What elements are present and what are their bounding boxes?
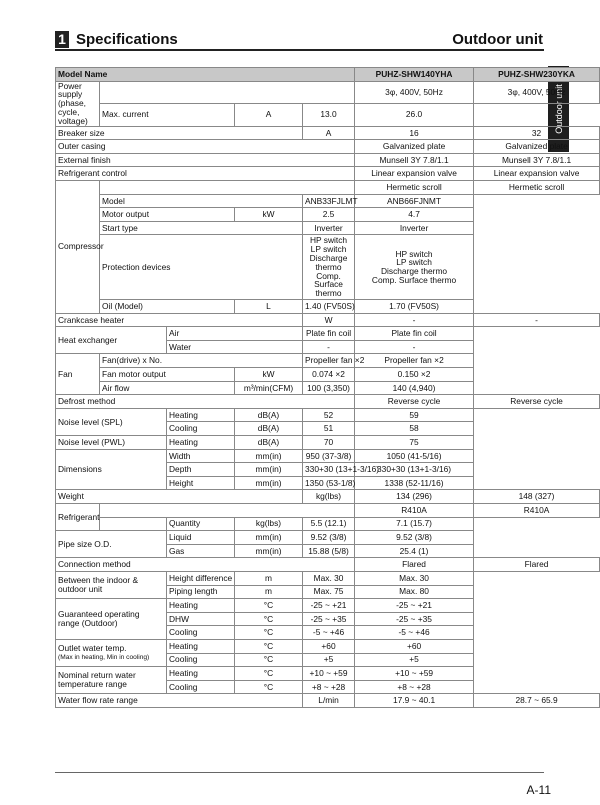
spec-subparam-label: Motor output	[100, 208, 235, 222]
model-1-value: -	[355, 313, 474, 327]
spec-param-label: Noise level (PWL)	[56, 436, 167, 450]
spec-unit: kW	[235, 208, 303, 222]
spec-condition-label: DHW	[167, 612, 235, 626]
spec-condition-label: Liquid	[167, 531, 235, 545]
spec-param-label: Power supply (phase, cycle, voltage)	[56, 81, 100, 126]
model-1-value: Max. 75	[303, 585, 355, 599]
model-1-value: Galvanized plate	[355, 140, 474, 154]
table-row	[56, 667, 600, 681]
model-2-header: PUHZ-SHW230YKA	[474, 68, 600, 82]
model-2-value: Linear expansion valve	[474, 167, 600, 181]
model-1-value: Plate fin coil	[303, 327, 355, 341]
model-name-label: Model Name	[56, 68, 355, 82]
model-1-value: -5 ~ +46	[303, 626, 355, 640]
model-2-value: +5	[355, 653, 474, 667]
spec-unit: L	[235, 300, 303, 314]
spec-condition-label: Cooling	[167, 422, 235, 436]
table-row	[56, 694, 600, 708]
table-row	[56, 449, 600, 463]
model-1-value: 9.52 (3/8)	[303, 531, 355, 545]
model-1-value: 70	[303, 436, 355, 450]
spec-condition-label: Cooling	[167, 626, 235, 640]
model-1-value: Inverter	[303, 221, 355, 235]
spec-param-label: Outer casing	[56, 140, 355, 154]
unit-type-title: Outdoor unit	[452, 31, 543, 48]
model-1-value: 5.5 (12.1)	[303, 517, 355, 531]
model-1-header: PUHZ-SHW140YHA	[355, 68, 474, 82]
table-header-row	[56, 68, 600, 82]
table-row	[56, 354, 600, 368]
model-1-value: 100 (3,350)	[303, 381, 355, 395]
table-row	[56, 395, 600, 409]
spec-unit: dB(A)	[235, 408, 303, 422]
model-2-value: 330+30 (13+1-3/16)	[355, 463, 474, 477]
table-row	[56, 599, 600, 613]
spec-param-label: Guaranteed operating range (Outdoor)	[56, 599, 167, 640]
model-2-value: 1.70 (FV50S)	[355, 300, 474, 314]
model-2-value: -	[474, 313, 600, 327]
model-1-value: Reverse cycle	[355, 395, 474, 409]
table-row	[56, 194, 600, 208]
model-2-value: 140 (4,940)	[355, 381, 474, 395]
spec-condition-label: Height difference	[167, 571, 235, 585]
side-tab-label: Outdoor unit	[553, 84, 564, 134]
table-row	[56, 167, 600, 181]
table-row	[56, 153, 600, 167]
spec-param-note: (Max in heating, Min in cooling)	[58, 654, 150, 662]
spec-param-label: Crankcase heater	[56, 313, 303, 327]
table-row	[56, 368, 600, 382]
model-2-value: Inverter	[355, 221, 474, 235]
spec-condition-label: Width	[167, 449, 235, 463]
model-1-value: -	[303, 340, 355, 354]
spec-param-label	[56, 639, 167, 666]
model-2-value: 0.150 ×2	[355, 368, 474, 382]
spec-param-label: Water flow rate range	[56, 694, 303, 708]
spec-param-label: Heat exchanger	[56, 327, 167, 354]
model-1-value: Propeller fan ×2	[303, 354, 355, 368]
spec-param-label: Weight	[56, 490, 303, 504]
spec-param-label: Noise level (SPL)	[56, 408, 167, 435]
model-2-value: 59	[355, 408, 474, 422]
spec-unit: °C	[235, 680, 303, 694]
model-1-value: Munsell 3Y 7.8/1.1	[355, 153, 474, 167]
spec-condition-label: Height	[167, 476, 235, 490]
model-1-value: 16	[355, 126, 474, 140]
model-2-value: HP switch LP switch Discharge thermo Comp. Surface thermo	[355, 235, 474, 300]
table-row	[56, 436, 600, 450]
spec-condition-label: Heating	[167, 667, 235, 681]
spacer-cell	[100, 181, 355, 195]
model-1-value: 330+30 (13+1-3/16)	[303, 463, 355, 477]
model-1-value: Flared	[355, 558, 474, 572]
model-2-value: 7.1 (15.7)	[355, 517, 474, 531]
section-number: 1	[55, 31, 69, 48]
model-1-value: 52	[303, 408, 355, 422]
spacer-cell	[100, 81, 355, 104]
model-1-value: 1.40 (FV50S)	[303, 300, 355, 314]
spec-param-label: Compressor	[56, 181, 100, 314]
spec-condition-label: Heating	[167, 408, 235, 422]
table-row	[56, 126, 600, 140]
spec-table	[55, 67, 600, 708]
model-1-value: HP switch LP switch Discharge thermo Comp. Surface thermo	[303, 235, 355, 300]
model-2-value: Munsell 3Y 7.8/1.1	[474, 153, 600, 167]
spec-param-text: Outlet water temp.	[58, 642, 127, 653]
spec-unit: °C	[235, 599, 303, 613]
model-1-value: 2.5	[303, 208, 355, 222]
model-2-value: Plate fin coil	[355, 327, 474, 341]
spec-param-label: Fan	[56, 354, 100, 395]
table-row	[56, 639, 600, 653]
spec-condition-label: Heating	[167, 436, 235, 450]
model-2-value: Propeller fan ×2	[355, 354, 474, 368]
table-row	[56, 140, 600, 154]
spec-unit: °C	[235, 667, 303, 681]
table-row	[56, 490, 600, 504]
spec-subparam-label: Model	[100, 194, 303, 208]
spec-condition-label: Piping length	[167, 585, 235, 599]
spec-param-label: Breaker size	[56, 126, 303, 140]
table-row	[56, 327, 600, 341]
model-2-value: Galvanized plate	[474, 140, 600, 154]
model-1-value: +60	[303, 639, 355, 653]
spec-condition-label: Heating	[167, 639, 235, 653]
table-row	[56, 81, 600, 104]
spec-unit: mm(in)	[235, 544, 303, 558]
table-row	[56, 504, 600, 518]
table-row	[56, 208, 600, 222]
model-2-value: 148 (327)	[474, 490, 600, 504]
table-row	[56, 235, 600, 300]
model-1-value: 950 (37-3/8)	[303, 449, 355, 463]
model-1-value: R410A	[355, 504, 474, 518]
spec-param-label: Between the indoor & outdoor unit	[56, 571, 167, 598]
model-1-value: ANB33FJLMT	[303, 194, 355, 208]
model-1-value: 3φ, 400V, 50Hz	[355, 81, 474, 104]
table-row	[56, 408, 600, 422]
model-2-value: -5 ~ +46	[355, 626, 474, 640]
spec-unit: mm(in)	[235, 463, 303, 477]
spec-unit: dB(A)	[235, 422, 303, 436]
model-2-value: -25 ~ +21	[355, 599, 474, 613]
model-2-value: +60	[355, 639, 474, 653]
spec-unit: mm(in)	[235, 449, 303, 463]
model-1-value: Linear expansion valve	[355, 167, 474, 181]
spec-unit: m³/min(CFM)	[235, 381, 303, 395]
model-2-value: 28.7 ~ 65.9	[474, 694, 600, 708]
model-1-value: 134 (296)	[355, 490, 474, 504]
spec-unit: kW	[235, 368, 303, 382]
spec-condition-label: Heating	[167, 599, 235, 613]
model-2-value: Hermetic scroll	[474, 181, 600, 195]
model-2-value: Flared	[474, 558, 600, 572]
table-row	[56, 517, 600, 531]
section-header	[55, 31, 543, 49]
spec-unit: dB(A)	[235, 436, 303, 450]
table-row	[56, 531, 600, 545]
model-1-value: -25 ~ +35	[303, 612, 355, 626]
spec-condition-label: Depth	[167, 463, 235, 477]
spec-param-label: Pipe size O.D.	[56, 531, 167, 558]
spec-unit: m	[235, 585, 303, 599]
spec-subparam-label: Start type	[100, 221, 303, 235]
model-1-value: -25 ~ +21	[303, 599, 355, 613]
model-1-value: Hermetic scroll	[355, 181, 474, 195]
model-1-value: +10 ~ +59	[303, 667, 355, 681]
spec-unit: L/min	[303, 694, 355, 708]
page-number: A-11	[526, 783, 551, 797]
spacer-cell	[100, 504, 355, 518]
model-1-value: 17.9 ~ 40.1	[355, 694, 474, 708]
model-2-value: -	[355, 340, 474, 354]
spec-param-label: Connection method	[56, 558, 355, 572]
model-1-value: 15.88 (5/8)	[303, 544, 355, 558]
model-1-value: 13.0	[303, 104, 355, 127]
model-2-value: 9.52 (3/8)	[355, 531, 474, 545]
spec-subparam-label: Fan(drive) x No.	[100, 354, 303, 368]
model-2-value: -25 ~ +35	[355, 612, 474, 626]
spacer-cell	[100, 517, 167, 531]
model-2-value: 32	[474, 126, 600, 140]
spec-param-label: Refrigerant control	[56, 167, 355, 181]
spec-unit: °C	[235, 639, 303, 653]
model-2-value: 58	[355, 422, 474, 436]
model-1-value: 0.074 ×2	[303, 368, 355, 382]
model-2-value: 1050 (41-5/16)	[355, 449, 474, 463]
spec-param-label: External finish	[56, 153, 355, 167]
spec-subparam-label: Protection devices	[100, 235, 303, 300]
spec-unit: °C	[235, 626, 303, 640]
footer-rule	[55, 772, 544, 773]
spec-unit: kg(lbs)	[303, 490, 355, 504]
spec-subparam-label: Fan motor output	[100, 368, 235, 382]
model-2-value: Max. 30	[355, 571, 474, 585]
spec-param-label: Dimensions	[56, 449, 167, 490]
spec-condition-label: Gas	[167, 544, 235, 558]
spec-unit: W	[303, 313, 355, 327]
section-title: Specifications	[76, 31, 178, 48]
table-row	[56, 571, 600, 585]
model-1-value: +5	[303, 653, 355, 667]
model-2-value: Reverse cycle	[474, 395, 600, 409]
model-1-value: 51	[303, 422, 355, 436]
spec-subparam-label: Oil (Model)	[100, 300, 235, 314]
model-2-value: +8 ~ +28	[355, 680, 474, 694]
table-row	[56, 181, 600, 195]
spec-subparam-label: Max. current	[100, 104, 235, 127]
spec-param-label: Defrost method	[56, 395, 355, 409]
table-row	[56, 313, 600, 327]
spec-unit: A	[235, 104, 303, 127]
spec-unit: A	[303, 126, 355, 140]
spec-unit: °C	[235, 653, 303, 667]
spec-unit: mm(in)	[235, 476, 303, 490]
model-2-value: ANB66FJNMT	[355, 194, 474, 208]
spec-param-label: Nominal return water temperature range	[56, 667, 167, 694]
spec-unit: m	[235, 571, 303, 585]
spec-condition-label: Water	[167, 340, 303, 354]
spec-condition-label: Quantity	[167, 517, 235, 531]
table-row	[56, 381, 600, 395]
model-2-value: Max. 80	[355, 585, 474, 599]
spec-param-label: Refrigerant	[56, 504, 100, 531]
model-2-value: R410A	[474, 504, 600, 518]
spec-subparam-label: Air flow	[100, 381, 235, 395]
table-row	[56, 300, 600, 314]
spec-condition-label: Cooling	[167, 680, 235, 694]
model-1-value: Max. 30	[303, 571, 355, 585]
spec-unit: °C	[235, 612, 303, 626]
model-2-value: 4.7	[355, 208, 474, 222]
spec-condition-label: Cooling	[167, 653, 235, 667]
spec-unit: mm(in)	[235, 531, 303, 545]
model-2-value: +10 ~ +59	[355, 667, 474, 681]
model-2-value: 1338 (52-11/16)	[355, 476, 474, 490]
model-2-value: 3φ, 400V, 50Hz	[474, 81, 600, 104]
model-2-value: 25.4 (1)	[355, 544, 474, 558]
table-row	[56, 221, 600, 235]
table-row	[56, 558, 600, 572]
model-2-value: 26.0	[355, 104, 474, 127]
table-row	[56, 104, 600, 127]
model-1-value: +8 ~ +28	[303, 680, 355, 694]
model-1-value: 1350 (53-1/8)	[303, 476, 355, 490]
model-2-value: 75	[355, 436, 474, 450]
spec-unit: kg(lbs)	[235, 517, 303, 531]
spec-condition-label: Air	[167, 327, 303, 341]
spec-rows	[56, 81, 600, 707]
header-rule	[55, 49, 544, 51]
